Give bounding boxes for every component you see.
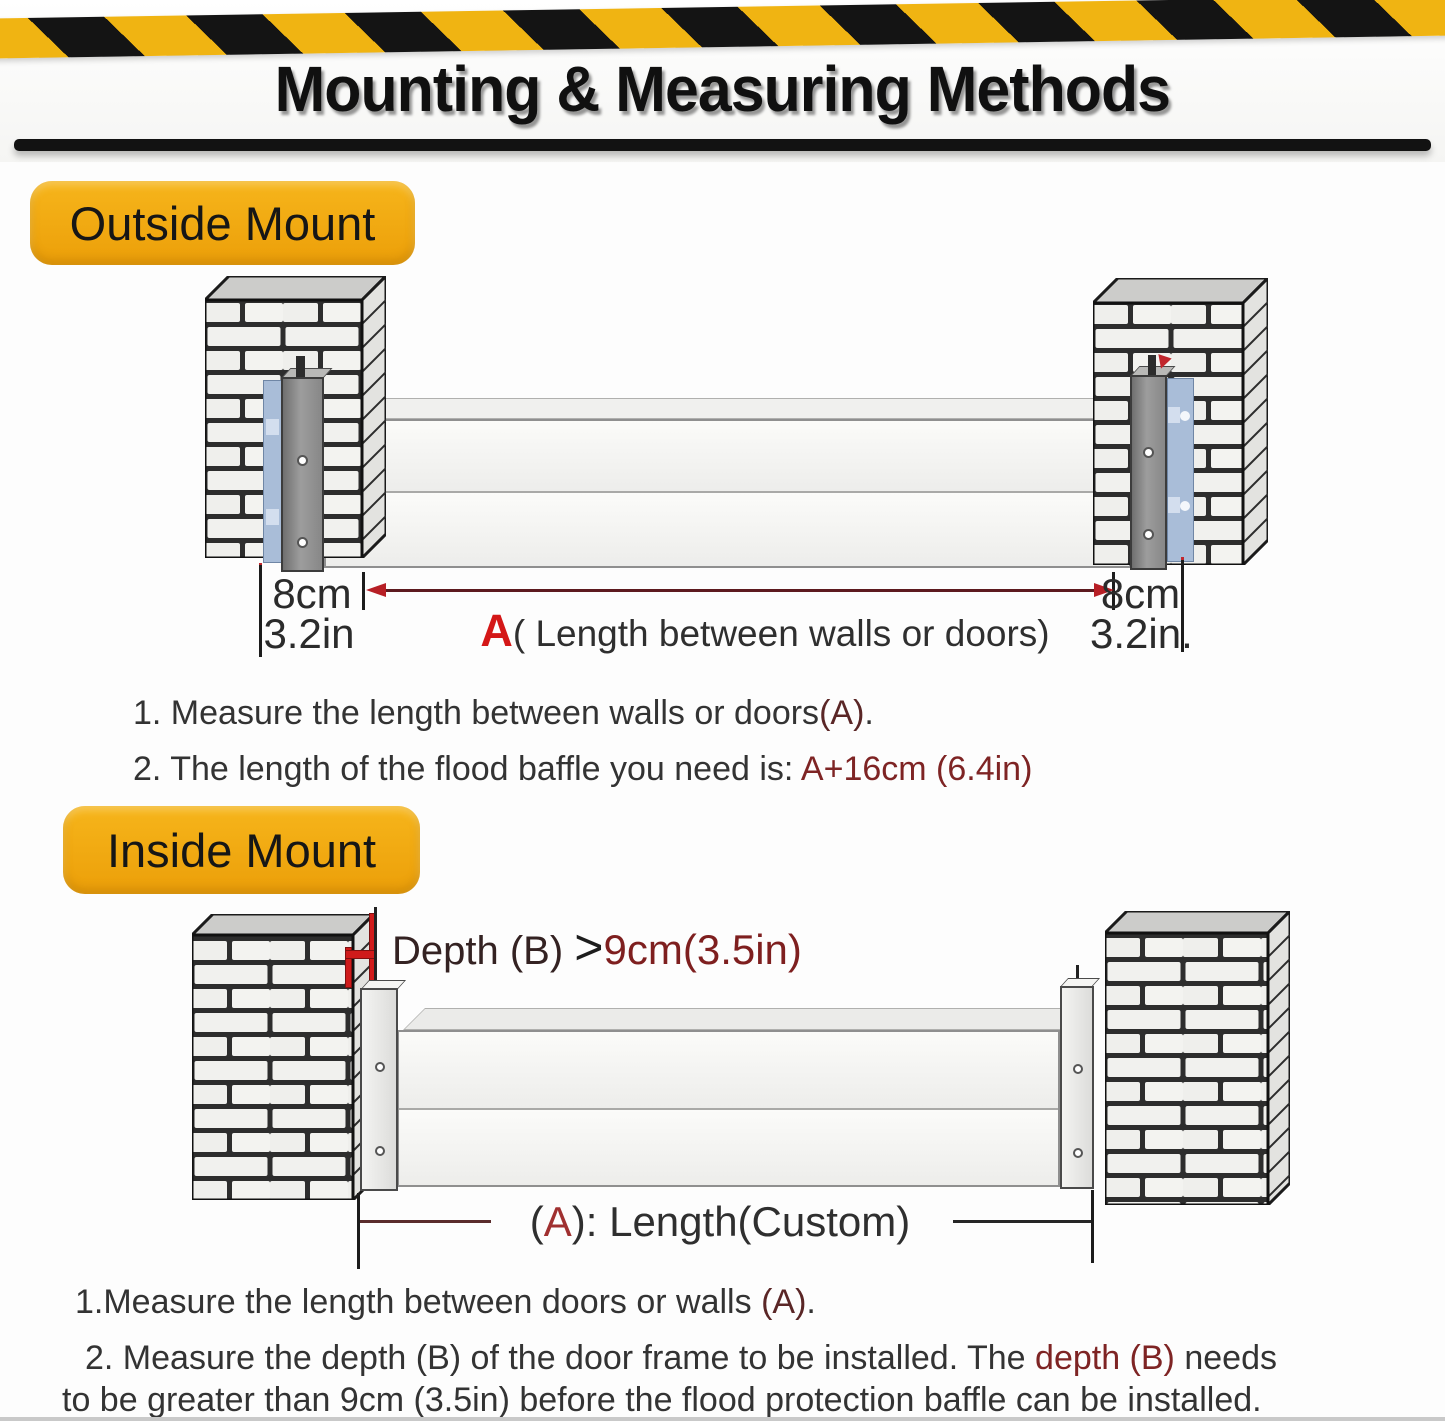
mounting-channel-right (1060, 986, 1094, 1189)
screw-hole (375, 1146, 385, 1156)
length-line-left (360, 1220, 491, 1223)
instruction-text: needs (1174, 1339, 1277, 1377)
depth-label-prefix: Depth (B) (392, 929, 575, 973)
outside-instruction-2 (133, 750, 1032, 789)
length-a-symbol: A (480, 605, 513, 656)
right-offset-cm: 8cm (1100, 570, 1181, 617)
instruction-accent: (A) (761, 1283, 807, 1321)
length-label-text: ( Length between walls or doors) (512, 613, 1050, 654)
outside-instruction-1 (133, 694, 874, 733)
instruction-text: 1. Measure the length between walls or doors (133, 694, 820, 732)
instruction-accent: depth (B) (1035, 1339, 1175, 1377)
barrier-panel-lower (399, 1108, 1058, 1185)
depth-value: 9cm(3.5in) (603, 926, 802, 973)
screw-hole (1143, 447, 1154, 458)
barrier-panel-upper (399, 1032, 1058, 1108)
measure-tick (362, 572, 365, 610)
seal-strip-right (1167, 378, 1194, 562)
instruction-accent: A+16cm (6.4in) (800, 750, 1033, 788)
screw-hole (1143, 529, 1154, 540)
brick-pillar-right (1105, 911, 1290, 1210)
inside-mount-badge-label: Inside Mount (106, 823, 377, 877)
screw-hole (375, 1062, 385, 1072)
instruction-text: . (864, 694, 874, 732)
left-offset-in: 3.2in (263, 610, 355, 657)
instruction-accent: (A) (819, 694, 865, 732)
inside-instruction-1 (75, 1283, 816, 1322)
instruction-text: 1.Measure the length between doors or walls (75, 1283, 762, 1321)
seal-strip-dot (1180, 501, 1190, 511)
instruction-text: to be greater than 9cm (3.5in) before the flood protection baffle can be installed. (62, 1381, 1262, 1419)
length-label-text: ): Length(Custom) (571, 1198, 911, 1245)
flood-barrier-top-face (403, 1008, 1091, 1030)
title-underline-bar (14, 139, 1431, 151)
inside-instruction-2 (85, 1339, 1277, 1378)
right-offset-in: 3.2in. (1090, 610, 1193, 657)
screw-hole (297, 455, 308, 466)
seal-strip-mark (266, 509, 279, 525)
greater-than-symbol: > (574, 919, 604, 975)
length-line-right (953, 1220, 1091, 1223)
seal-strip-mark (1168, 407, 1180, 423)
mortar-slot-left (296, 356, 305, 377)
outside-mount-badge-label: Outside Mount (69, 196, 376, 250)
left-offset-cm: 8cm (272, 570, 352, 617)
outside-mount-badge (30, 181, 415, 265)
barrier-panel-lower (326, 491, 1129, 566)
page-title: Mounting & Measuring Methods (274, 53, 1171, 125)
instruction-text: 2. Measure the depth (B) of the door frame to be installed. The (85, 1339, 1036, 1377)
seal-strip-left (263, 380, 282, 563)
flood-barrier-panels (324, 419, 1131, 568)
mounting-channel-left (281, 377, 324, 572)
inside-mount-badge (63, 806, 420, 894)
instruction-text: . (806, 1283, 816, 1321)
depth-bracket-crossbar (345, 950, 377, 959)
header (0, 0, 1445, 162)
arrow-head-left-icon (366, 583, 386, 597)
inside-instruction-3 (62, 1381, 1262, 1420)
seal-strip-mark (1168, 497, 1180, 513)
flood-barrier-top-face (330, 398, 1157, 419)
screw-hole (297, 537, 308, 548)
length-label-paren: ( (529, 1198, 544, 1245)
measure-tick (357, 1193, 360, 1269)
custom-length-label (480, 1198, 960, 1246)
length-arrow-line (380, 589, 1100, 592)
seal-strip-mark (266, 419, 279, 435)
hazard-tape-banner (0, 0, 1445, 59)
seal-strip-dot (1180, 411, 1190, 421)
channel-pin-left (374, 907, 377, 988)
instruction-text: 2. The length of the flood baffle you need is: (133, 750, 801, 788)
screw-hole (1073, 1148, 1083, 1158)
length-between-walls-label (400, 605, 1130, 657)
flood-barrier-panels (397, 1030, 1060, 1187)
depth-requirement-label (392, 918, 802, 976)
length-a-symbol: A (543, 1198, 572, 1245)
screw-hole (1073, 1064, 1083, 1074)
barrier-panel-upper (326, 421, 1129, 491)
mounting-channel-left (360, 988, 398, 1191)
measure-tick (1091, 1190, 1094, 1263)
mounting-channel-right (1130, 375, 1167, 570)
